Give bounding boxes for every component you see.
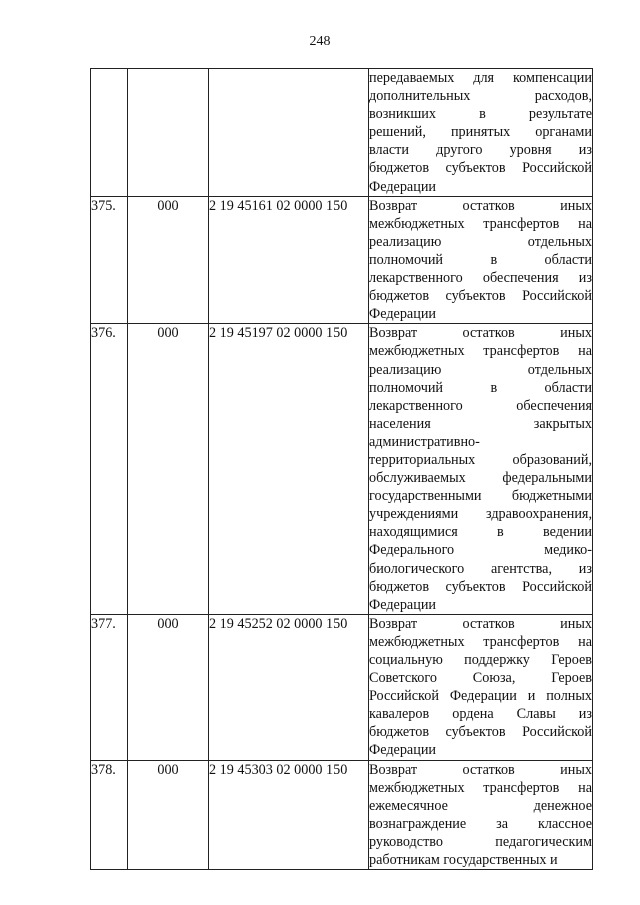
row-number-cell: 378.	[91, 760, 128, 870]
description-line: Федерации	[369, 178, 437, 195]
description-line: учреждениями здравоохранения,	[369, 506, 592, 523]
description-line: работникам государственных и	[369, 852, 558, 869]
administrator-code-cell: 000	[128, 614, 209, 760]
description-line: межбюджетных трансфертов на	[369, 215, 592, 232]
page-number: 248	[309, 34, 331, 49]
row-number-cell	[91, 69, 128, 197]
description-line: вознаграждение за классное	[369, 815, 592, 832]
description-line: бюджетов субъектов Российской	[369, 724, 592, 741]
administrator-code-cell: 000	[128, 196, 209, 324]
description-cell	[369, 324, 593, 615]
budget-classification-code-cell: 2 19 45161 02 0000 150	[209, 196, 369, 324]
budget-classification-code-cell: 2 19 45197 02 0000 150	[209, 324, 369, 615]
description-line: Возврат остатков иных	[369, 615, 592, 632]
description-line: полномочий в области	[369, 379, 592, 396]
description-cell	[369, 196, 593, 324]
description-line: возникших в результате	[369, 106, 592, 123]
description-line: социальную поддержку Героев	[369, 652, 592, 668]
description-cell	[369, 614, 593, 760]
description-line: находящимися в ведении	[369, 524, 592, 541]
row-number-cell: 376.	[91, 324, 128, 615]
description-line: руководство педагогическим	[369, 833, 592, 850]
administrator-code-cell	[128, 69, 209, 197]
description-line: бюджетов субъектов Российской	[369, 578, 592, 595]
description-line: населения закрытых	[369, 415, 592, 432]
description-line: реализацию отдельных	[369, 233, 592, 250]
table-row	[91, 69, 593, 197]
description-line: Возврат остатков иных	[369, 325, 592, 342]
table-row	[91, 614, 593, 760]
budget-classification-code-cell	[209, 69, 369, 197]
description-line: Возврат остатков иных	[369, 761, 592, 778]
description-line: территориальных образований,	[369, 451, 592, 468]
budget-classification-code-cell: 2 19 45303 02 0000 150	[209, 760, 369, 870]
description-line: государственными бюджетными	[369, 488, 592, 505]
row-number-cell: 375.	[91, 196, 128, 324]
description-line: бюджетов субъектов Российской	[369, 160, 592, 177]
description-line: бюджетов субъектов Российской	[369, 288, 592, 305]
description-line: власти другого уровня из	[369, 142, 592, 159]
description-line: лекарственного обеспечения	[369, 397, 592, 414]
description-line: обслуживаемых федеральными	[369, 470, 592, 487]
description-line: межбюджетных трансфертов на	[369, 343, 592, 360]
description-line: биологического агентства, из	[369, 560, 592, 577]
description-line: ежемесячное денежное	[369, 797, 592, 814]
budget-classification-code-cell: 2 19 45252 02 0000 150	[209, 614, 369, 760]
description-line: дополнительных расходов,	[369, 88, 592, 105]
description-line: реализацию отдельных	[369, 361, 592, 378]
description-line: решений, принятых органами	[369, 124, 592, 141]
description-line: Советского Союза, Героев	[369, 670, 592, 687]
description-line: Федерации	[369, 596, 437, 613]
description-cell	[369, 760, 593, 870]
description-line: межбюджетных трансфертов на	[369, 779, 592, 796]
administrator-code-cell: 000	[128, 324, 209, 615]
description-line: Федерации	[369, 306, 437, 323]
table-row	[91, 196, 593, 324]
description-line: полномочий в области	[369, 251, 592, 268]
row-number-cell: 377.	[91, 614, 128, 760]
description-line: межбюджетных трансфертов на	[369, 633, 592, 650]
description-line: Федерального медико-	[369, 542, 592, 559]
administrator-code-cell: 000	[128, 760, 209, 870]
description-line: административно-	[369, 433, 480, 450]
table-row	[91, 324, 593, 615]
table-row	[91, 760, 593, 870]
description-line: лекарственного обеспечения из	[369, 270, 592, 287]
description-line: кавалеров ордена Славы из	[369, 706, 592, 723]
description-line: Возврат остатков иных	[369, 197, 592, 214]
description-line: Российской Федерации и полных	[369, 688, 592, 705]
description-cell	[369, 69, 593, 197]
budget-codes-table	[90, 68, 593, 870]
description-line: передаваемых для компенсации	[369, 70, 592, 86]
description-line: Федерации	[369, 742, 437, 759]
